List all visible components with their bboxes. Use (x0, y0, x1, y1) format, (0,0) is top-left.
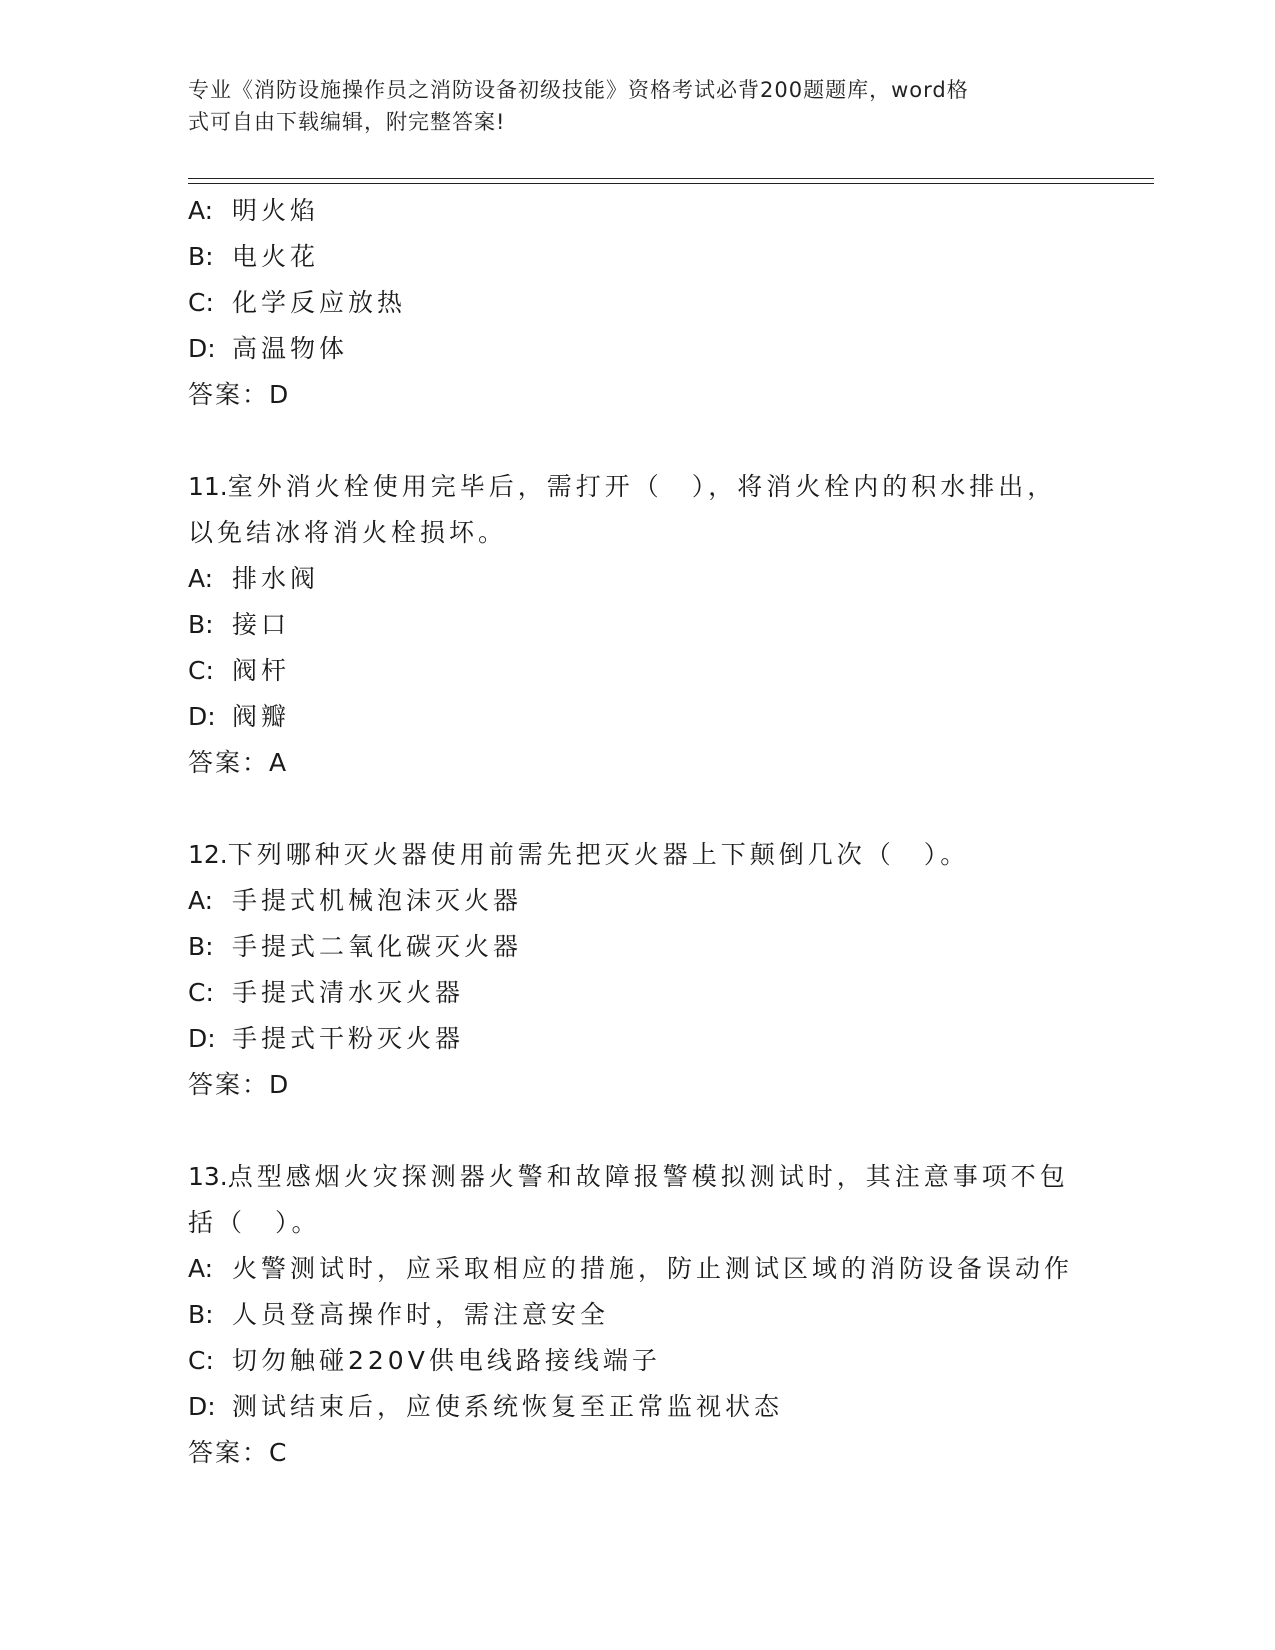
option-d (188, 1384, 1088, 1430)
option-label: D: (188, 1392, 216, 1421)
option-c (188, 648, 1088, 694)
option-text: 手提式二氧化碳灭火器 (232, 932, 523, 961)
option-text: 火警测试时，应采取相应的措施，防止测试区域的消防设备误动作 (232, 1254, 1074, 1283)
answer-value: C (269, 1438, 289, 1467)
option-label: D: (188, 1024, 216, 1053)
stem-line-1: 室外消火栓使用完毕后，需打开（ ），将消火栓内的积水排出， (227, 472, 1057, 501)
answer-line (188, 1062, 1088, 1108)
option-a (188, 878, 1088, 924)
answer-value: D (269, 380, 291, 409)
option-text: 切勿触碰220V供电线路接线端子 (232, 1346, 661, 1375)
option-label: B: (188, 242, 214, 271)
answer-line (188, 372, 1088, 418)
option-label: B: (188, 932, 214, 961)
option-d (188, 694, 1088, 740)
option-label: A: (188, 564, 214, 593)
option-text: 阀瓣 (232, 702, 291, 731)
option-label: A: (188, 886, 214, 915)
option-label: B: (188, 610, 214, 639)
answer-label: 答案： (188, 1070, 270, 1099)
option-label: A: (188, 196, 214, 225)
option-b (188, 234, 1088, 280)
stem-line-1: 下列哪种灭火器使用前需先把灭火器上下颠倒几次（ ）。 (227, 840, 970, 869)
option-text: 阀杆 (232, 656, 291, 685)
answer-line (188, 1430, 1088, 1476)
answer-line (188, 740, 1088, 786)
question-partial (188, 188, 1088, 418)
question-stem (188, 1154, 1088, 1246)
option-c (188, 1338, 1088, 1384)
option-text: 手提式干粉灭火器 (232, 1024, 465, 1053)
option-label: C: (188, 656, 214, 685)
option-c (188, 280, 1088, 326)
option-label: D: (188, 702, 216, 731)
option-b (188, 602, 1088, 648)
option-b (188, 924, 1088, 970)
option-text: 手提式清水灭火器 (232, 978, 465, 1007)
option-text: 高温物体 (232, 334, 349, 363)
question-11 (188, 464, 1088, 786)
question-number: 13. (188, 1162, 228, 1191)
option-text: 化学反应放热 (232, 288, 407, 317)
option-d (188, 326, 1088, 372)
document-body (188, 188, 1088, 1476)
answer-label: 答案： (188, 748, 270, 777)
question-13 (188, 1154, 1088, 1476)
answer-value: A (269, 748, 289, 777)
question-number: 11. (188, 472, 228, 501)
header-line-1: 专业《消防设施操作员之消防设备初级技能》资格考试必背200题题库，word格 (188, 78, 969, 102)
option-label: D: (188, 334, 216, 363)
question-stem (188, 464, 1088, 556)
option-text: 人员登高操作时，需注意安全 (232, 1300, 610, 1329)
option-c (188, 970, 1088, 1016)
question-stem (188, 832, 1088, 878)
option-a (188, 188, 1088, 234)
question-12 (188, 832, 1088, 1108)
header-line-2: 式可自由下载编辑，附完整答案! (188, 110, 506, 134)
option-text: 手提式机械泡沫灭火器 (232, 886, 523, 915)
stem-line-1: 点型感烟火灾探测器火警和故障报警模拟测试时，其注意事项不包 (227, 1162, 1069, 1191)
option-text: 明火焰 (232, 196, 320, 225)
option-label: C: (188, 1346, 214, 1375)
answer-label: 答案： (188, 1438, 270, 1467)
option-a (188, 556, 1088, 602)
stem-line-2: 括（ ）。 (188, 1208, 321, 1237)
question-number: 12. (188, 840, 228, 869)
option-b (188, 1292, 1088, 1338)
stem-line-2: 以免结冰将消火栓损坏。 (188, 518, 508, 547)
option-text: 排水阀 (232, 564, 320, 593)
option-d (188, 1016, 1088, 1062)
answer-label: 答案： (188, 380, 270, 409)
option-text: 测试结束后，应使系统恢复至正常监视状态 (232, 1392, 784, 1421)
option-label: B: (188, 1300, 214, 1329)
option-label: C: (188, 978, 214, 1007)
option-label: C: (188, 288, 214, 317)
answer-value: D (269, 1070, 291, 1099)
option-a (188, 1246, 1088, 1292)
option-text: 接口 (232, 610, 291, 639)
option-label: A: (188, 1254, 214, 1283)
document-header (188, 74, 1068, 138)
option-text: 电火花 (232, 242, 320, 271)
header-divider (188, 178, 1154, 184)
